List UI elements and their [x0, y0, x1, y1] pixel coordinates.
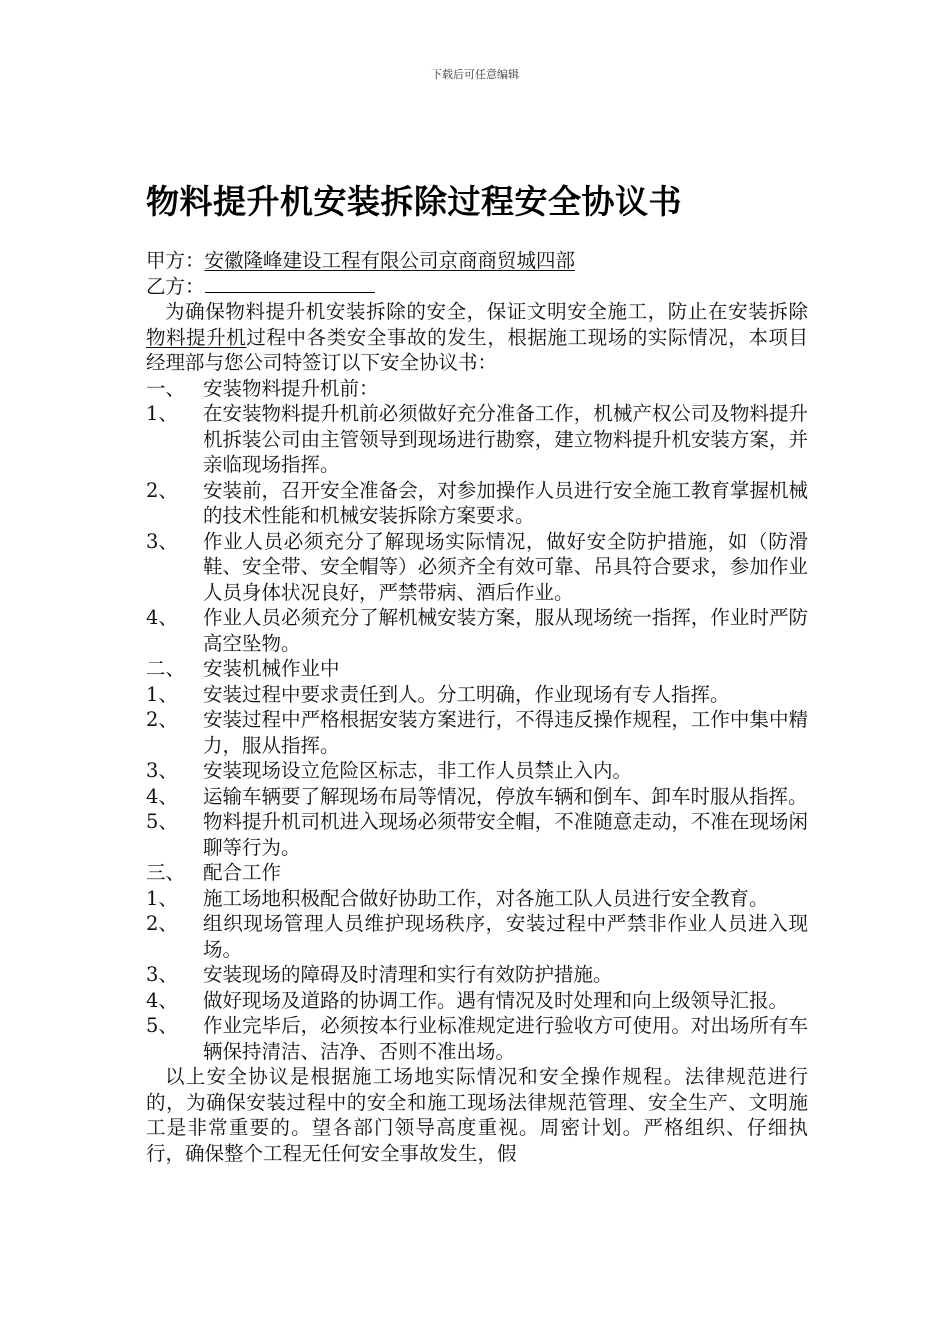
section-number: 三、	[146, 861, 186, 884]
list-item-text: 安装过程中严格根据安装方案进行，不得违反操作规程，工作中集中精力，服从指挥。	[203, 708, 808, 757]
document-title: 物料提升机安装拆除过程安全协议书	[146, 182, 682, 221]
list-item-number: 4、	[146, 784, 178, 808]
section-heading	[146, 376, 808, 402]
section-heading	[146, 860, 808, 886]
list-item-text: 安装前，召开安全准备会，对参加操作人员进行安全施工教育掌握机械的技术性能和机械安装拆除方案要求。	[203, 478, 808, 527]
party-a-line	[146, 248, 808, 274]
list-item	[146, 962, 808, 988]
closing-paragraph: 以上安全协议是根据施工场地实际情况和安全操作规程。法律规范进行的，为确保安装过程中的安全和施工现场法律规范管理、安全生产、文明施工是非常重要的。望各部门领导高度重视。周密计划。严格组织、仔细执行，确保整个工程无任何安全事故发生，假	[146, 1065, 808, 1165]
list-item-number: 3、	[146, 963, 178, 986]
list-item-text: 作业完毕后，必须按本行业标准规定进行验收方可使用。对出场所有车辆保持清洁、洁净、否则不准出场。	[203, 1014, 808, 1063]
list-item-text: 安装过程中要求责任到人。分工明确，作业现场有专人指挥。	[203, 682, 730, 706]
party-b-blank	[205, 274, 375, 293]
list-item-number: 3、	[146, 759, 178, 782]
list-item	[146, 1013, 808, 1064]
party-b-label: 乙方：	[146, 274, 205, 298]
list-item-text: 施工场地积极配合做好协助工作，对各施工队人员进行安全教育。	[203, 886, 769, 910]
list-item-text: 作业人员必须充分了解现场实际情况，做好安全防护措施，如（防滑鞋、安全带、安全帽等）必须齐全有效可靠、吊具符合要求，参加作业人员身体状况良好，严禁带病、酒后作业。	[203, 529, 808, 604]
list-item-text: 作业人员必须充分了解机械安装方案，服从现场统一指挥，作业时严防高空坠物。	[203, 606, 808, 655]
intro-text-after: 过程中各类安全事故的发生，根据施工现场的实际情况，本项目经理部与您公司特签订以下安全协议书：	[146, 325, 808, 374]
list-item-text: 安装现场的障碍及时清理和实行有效防护措施。	[203, 963, 613, 986]
list-item	[146, 478, 808, 529]
intro-paragraph	[146, 299, 808, 376]
list-item-text: 物料提升机司机进入现场必须带安全帽，不准随意走动，不准在现场闲聊等行为。	[203, 810, 808, 859]
intro-text-before: 为确保物料提升机安装拆除的安全，保证文明安全施工，防止在安装拆除	[165, 300, 808, 323]
list-item-text: 做好现场及道路的协调工作。遇有情况及时处理和向上级领导汇报。	[203, 988, 789, 1012]
list-item	[146, 529, 808, 606]
list-item-text: 运输车辆要了解现场布局等情况，停放车辆和倒车、卸车时服从指挥。	[203, 784, 808, 808]
list-item	[146, 988, 808, 1014]
list-item-text: 组织现场管理人员维护现场秩序，安装过程中严禁非作业人员进入现场。	[203, 912, 808, 961]
list-item	[146, 886, 808, 912]
list-item-number: 3、	[146, 529, 178, 553]
list-item-number: 1、	[146, 886, 178, 910]
list-item	[146, 707, 808, 758]
list-item	[146, 758, 808, 784]
party-b-line	[146, 274, 808, 300]
list-item-text: 在安装物料提升机前必须做好充分准备工作，机械产权公司及物料提升机拆装公司由主管领导到现场进行勘察，建立物料提升机安装方案，并亲临现场指挥。	[203, 402, 808, 476]
list-item	[146, 911, 808, 962]
list-item	[146, 605, 808, 656]
section-title: 安装机械作业中	[203, 657, 340, 680]
header-note: 下载后可任意编辑	[431, 68, 519, 81]
list-item	[146, 809, 808, 860]
list-item-number: 1、	[146, 682, 178, 706]
list-item-number: 2、	[146, 912, 178, 935]
section-title: 安装物料提升机前：	[203, 376, 379, 400]
list-item-number: 5、	[146, 1014, 178, 1037]
section-number: 二、	[146, 657, 186, 680]
section-number: 一、	[146, 376, 186, 400]
list-item-number: 4、	[146, 988, 178, 1012]
section-heading	[146, 656, 808, 682]
list-item-number: 2、	[146, 708, 178, 731]
list-item	[146, 784, 808, 810]
party-a-label: 甲方：	[146, 249, 205, 272]
intro-underlined-term: 物料提升机	[146, 325, 247, 349]
list-item	[146, 401, 808, 478]
list-item-number: 1、	[146, 402, 178, 425]
list-item-number: 2、	[146, 478, 178, 502]
list-item-text: 安装现场设立危险区标志，非工作人员禁止入内。	[203, 759, 633, 782]
list-item-number: 4、	[146, 606, 178, 629]
document-body	[146, 248, 808, 1166]
list-item-number: 5、	[146, 810, 178, 833]
list-item	[146, 682, 808, 708]
section-title: 配合工作	[203, 861, 282, 884]
party-a-value: 安徽隆峰建设工程有限公司京商商贸城四部	[204, 249, 576, 272]
